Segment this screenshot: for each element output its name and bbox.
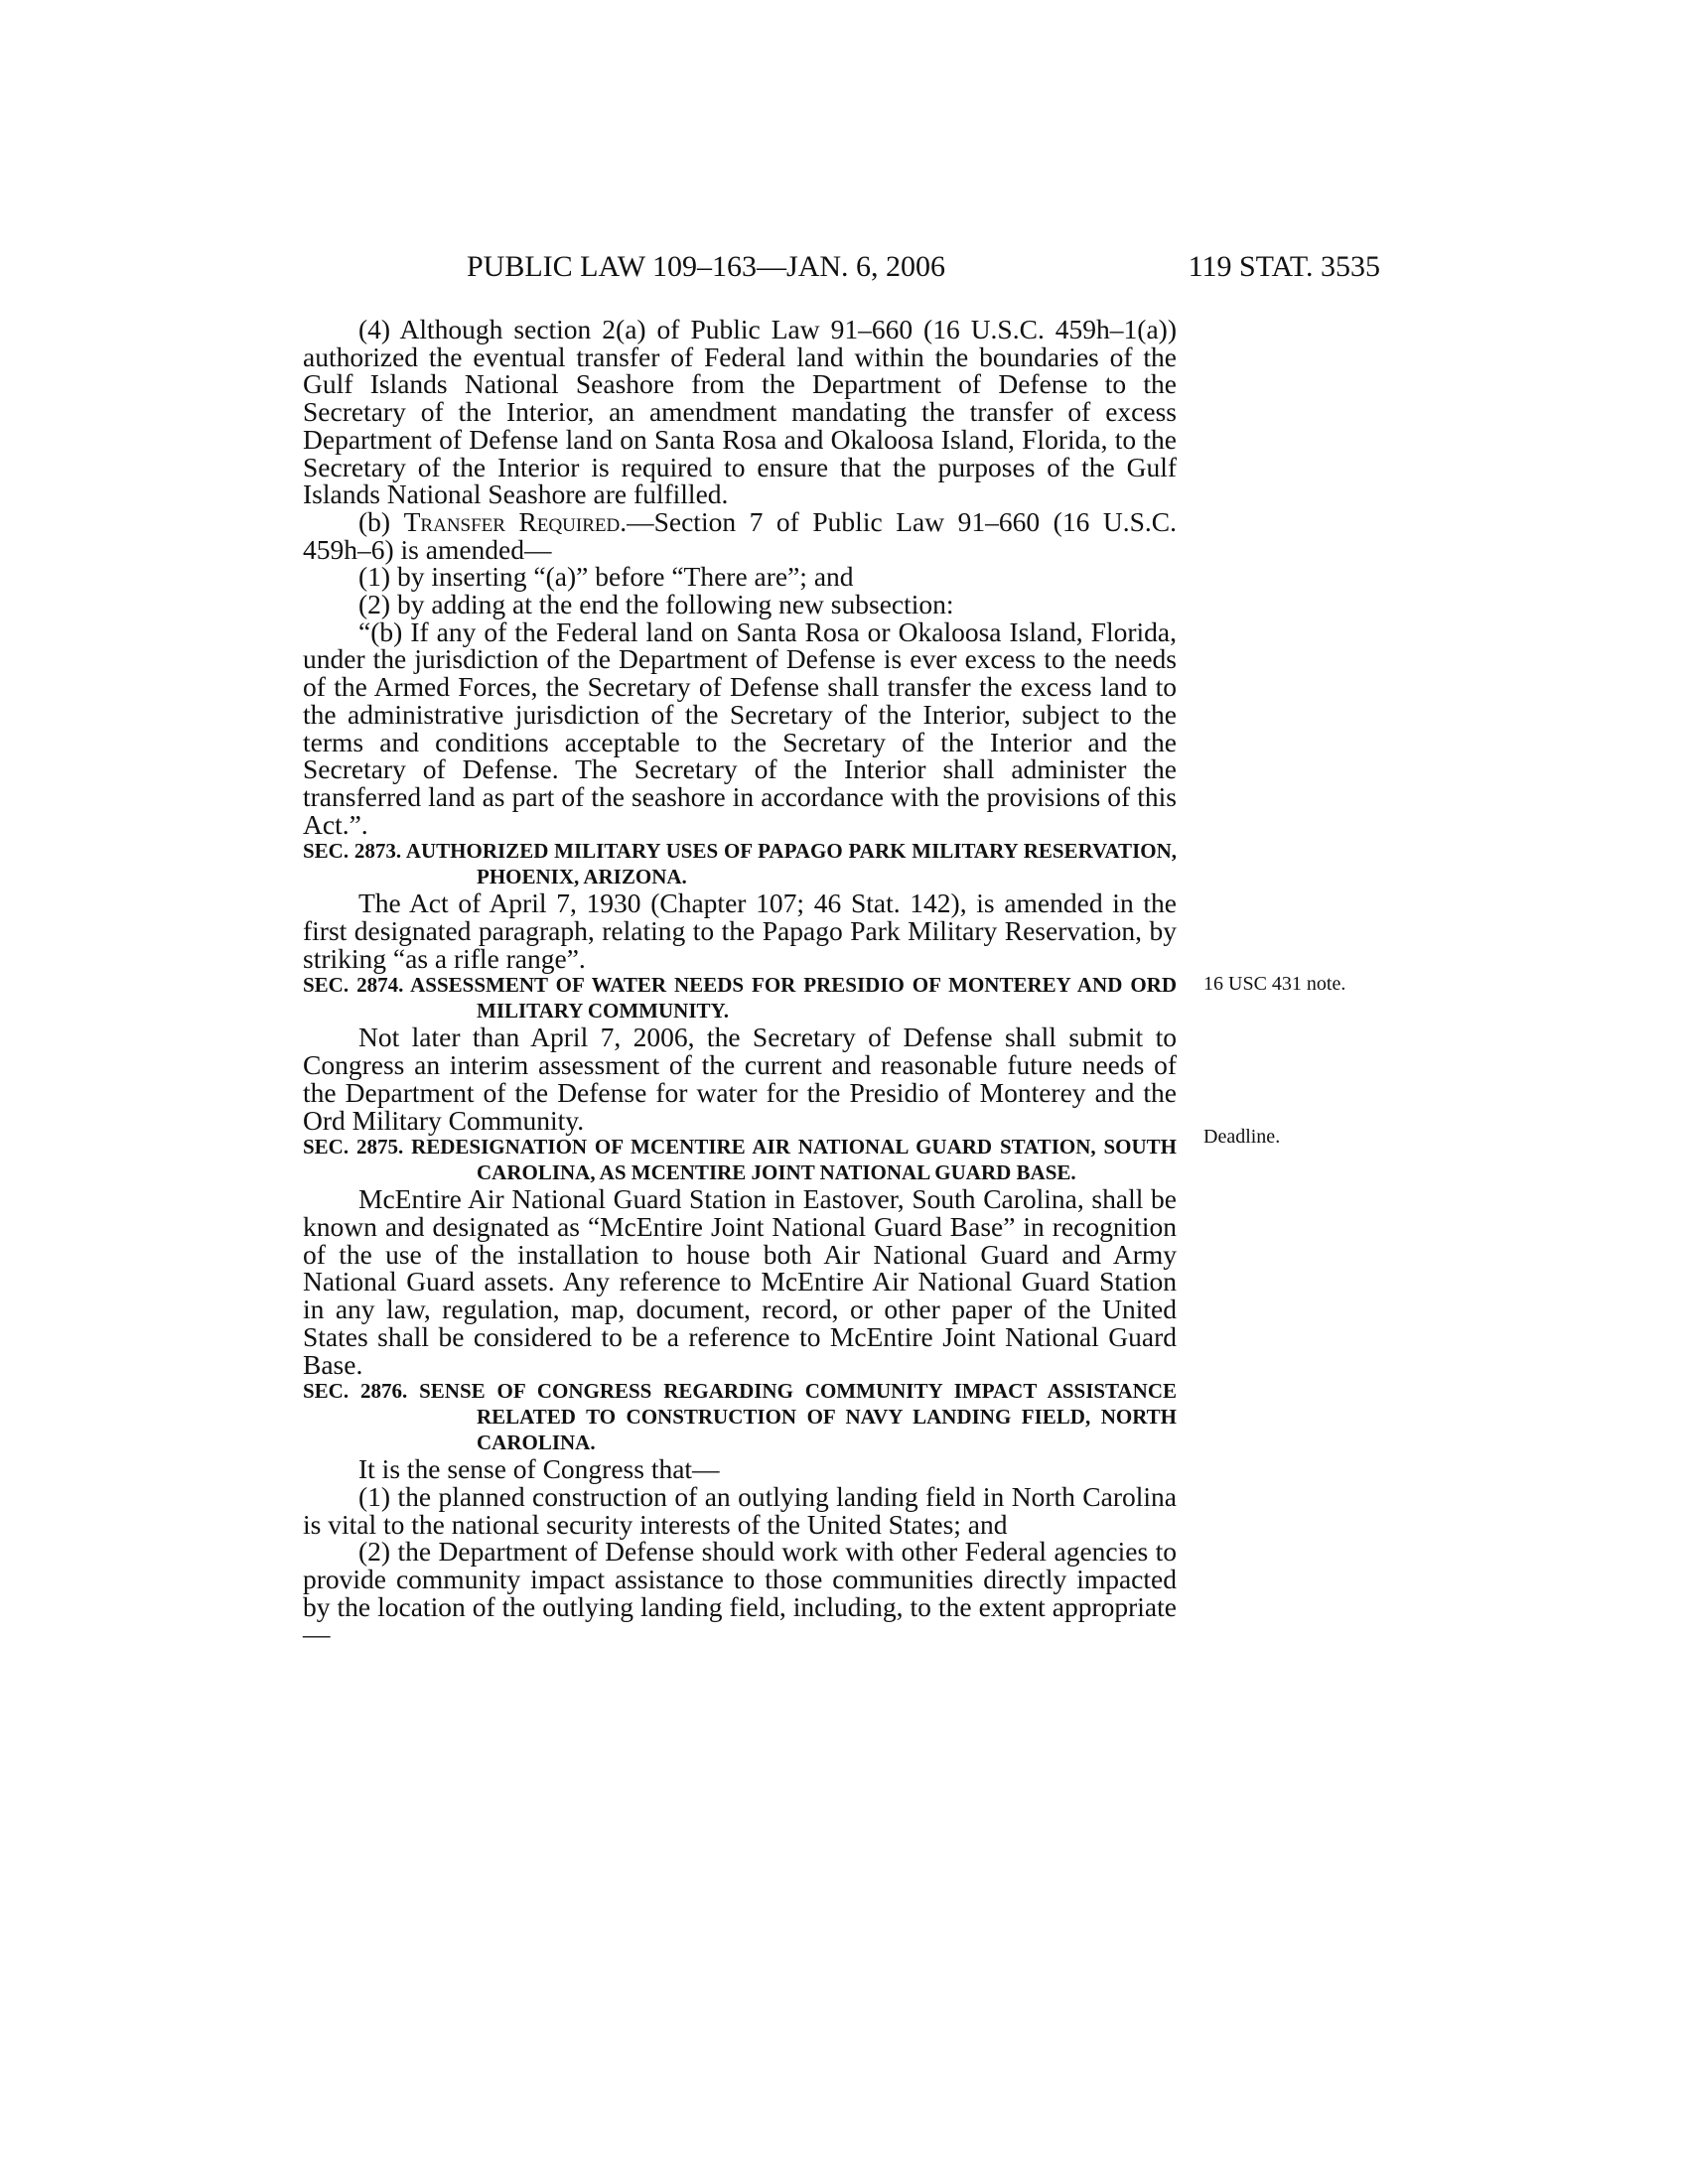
paragraph-4-block [303,316,1177,508]
section-2876-items [303,1480,1177,1650]
section-2873-heading: SEC. 2873. AUTHORIZED MILITARY USES OF PAPAGO PARK MILITARY RESERVATION, PHOENIX, ARIZONA. [303,839,1177,889]
section-2875-heading: SEC. 2875. REDESIGNATION OF MCENTIRE AIR NATIONAL GUARD STATION, SOUTH CAROLINA, AS MCENTIRE JOINT NATIONAL GUARD BASE. [303,1135,1177,1185]
transfer-item-1: (1) by inserting “(a)” before “There are”; and [358,561,854,593]
section-2873-text: The Act of April 7, 1930 (Chapter 107; 46 Stat. 142), is amended in the first designated paragraph, relating to the Papago Park Military Reservation, by striking “as a rifle range”. [303,887,1177,974]
section-2875-text: McEntire Air National Guard Station in Eastover, South Carolina, shall be known and designated as “McEntire Joint National Guard Base” in recognition of the use of the installation to house both Air National Guard and Army National Guard assets. Any reference to McEntire Air National Guard Station in any law, regulation, map, document, record, or other paper of the United States shall be considered to be a reference to McEntire Joint National Guard Base. [303,1183,1177,1380]
paragraph-4: (4) Although section 2(a) of Public Law 91–660 (16 U.S.C. 459h–1(a)) authorized the eventual transfer of Federal land within the boundaries of the Gulf Islands National Seashore from the Department of Defense to the Secretary of the Interior, an amendment mandating the transfer of excess Department of Defense land on Santa Rosa and Okaloosa Island, Florida, to the Secretary of the Interior is required to ensure that the purposes of the Gulf Islands National Seashore are fulfilled. [303,314,1177,510]
section-2876-item-2: (2) the Department of Defense should work with other Federal agencies to provide community impact assistance to those communities directly impacted by the location of the outlying landing field, including, to the extent appropriate— [303,1536,1177,1650]
section-2876-heading: SEC. 2876. SENSE OF CONGRESS REGARDING COMMUNITY IMPACT ASSISTANCE RELATED TO CONSTRUCTION OF NAVY LANDING FIELD, NORTH CAROLINA. [303,1379,1177,1455]
margin-note-deadline: Deadline. [1203,1126,1281,1148]
public-law-citation: PUBLIC LAW 109–163—JAN. 6, 2006 [467,250,946,283]
transfer-text: .—Section 7 of Public Law 91–660 (16 U.S.C. 459h–6) is amended— [303,505,1177,565]
transfer-item-2: (2) by adding at the end the following new subsection: [358,589,954,620]
quoted-subsection-b: “(b) If any of the Federal land on Santa Rosa or Okaloosa Island, Florida, under the jurisdiction of the Department of Defense is ever excess to the needs of the Armed Forces, the Secretary of Defense shall transfer the excess land to the administrative jurisdiction of the Secretary of the Interior, subject to the terms and conditions acceptable to the Secretary of the Interior and the Secretary of Defense. The Secretary of the Interior shall administer the transferred land as part of the seashore in accordance with the provisions of this Act.”. [303,615,1177,840]
section-2876-intro: It is the sense of Congress that— [358,1453,720,1485]
transfer-items [303,561,1177,620]
transfer-heading: Transfer Required [403,505,621,537]
section-2876-item-1: (1) the planned construction of an outlying landing field in North Carolina is vital to the national security interests of the United States; and [303,1480,1177,1540]
document-body [303,316,1177,1648]
section-2874-text: Not later than April 7, 2006, the Secretary of Defense shall submit to Congress an interim assessment of the current and reasonable future needs of the Department of the Defense for water for the Presidio of Monterey and the Ord Military Community. [303,1022,1177,1136]
page-header [298,250,1380,290]
transfer-required-paragraph [303,505,1177,565]
transfer-prefix: (b) [358,505,404,537]
section-2874-heading: SEC. 2874. ASSESSMENT OF WATER NEEDS FOR PRESIDIO OF MONTEREY AND ORD MILITARY COMMUNITY. [303,973,1177,1024]
statute-page-number: 119 STAT. 3535 [1188,250,1380,283]
margin-note-usc: 16 USC 431 note. [1203,973,1346,995]
